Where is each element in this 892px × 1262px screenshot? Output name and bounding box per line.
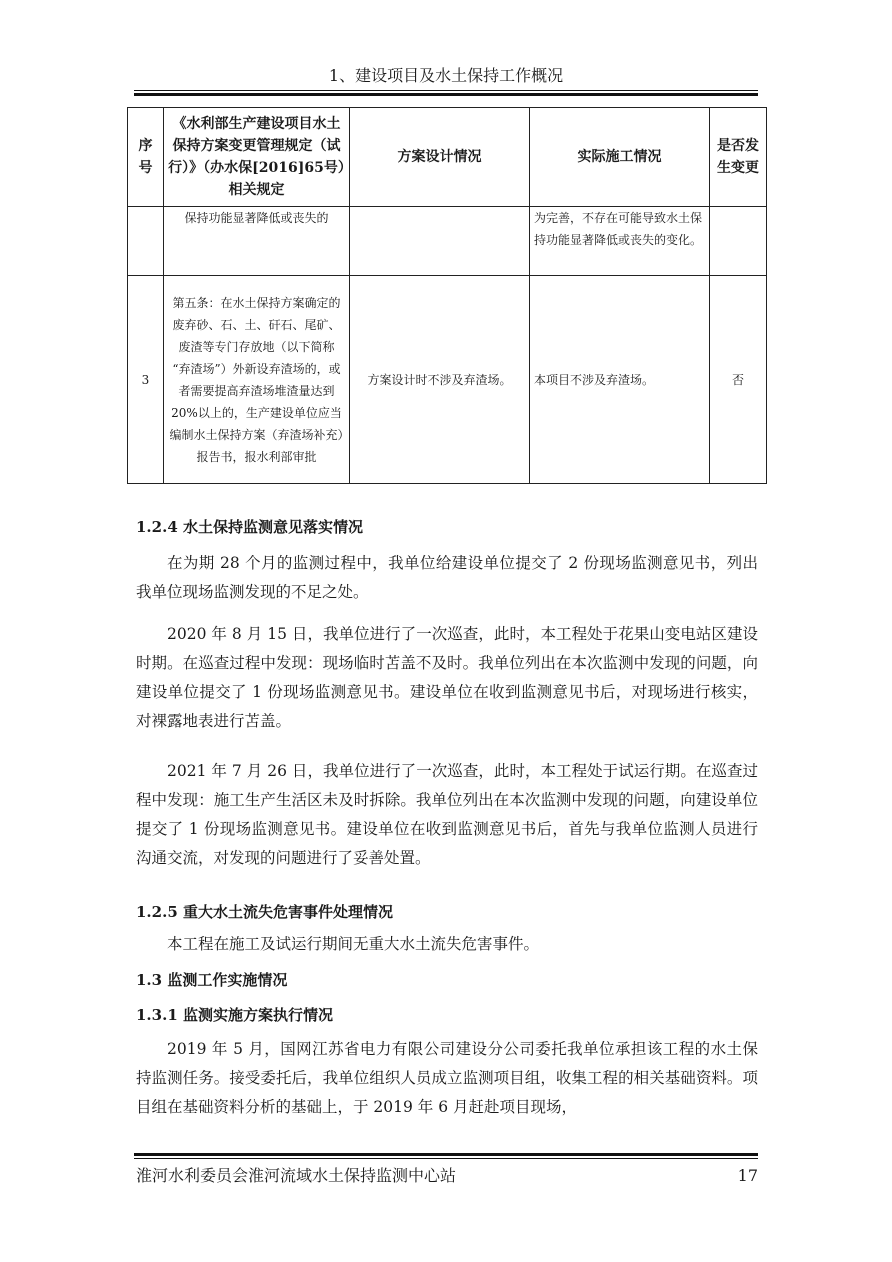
section-heading-1-2-4: 1.2.4 水土保持监测意见落实情况: [136, 518, 363, 536]
footer-organization: 淮河水利委员会淮河流域水土保持监测中心站: [136, 1166, 457, 1185]
paragraph: 2021 年 7 月 26 日，我单位进行了一次巡查，此时，本工程处于试运行期。在巡查过程中发现：施工生产生活区未及时拆除。我单位列出在本次监测中发现的问题，向建设单位提交了 1 份现场监测意见书。建设单位在收到监测意见书后，首先与我单位监测人员进行沟通交流，对发现的问题进行了妥善处置。: [136, 762, 758, 867]
header-rule: 《水利部生产建设项目水土保持方案变更管理规定（试行）》（办水保[2016]65号）相关规定: [164, 108, 350, 207]
header-no: 序号: [128, 108, 164, 207]
header-rule-thin: [134, 90, 758, 91]
section-heading-1-3-1: 1.3.1 监测实施方案执行情况: [136, 1006, 333, 1024]
cell-actual: 为完善，不存在可能导致水土保持功能显著降低或丧失的变化。: [530, 207, 710, 276]
cell-actual: 本项目不涉及弃渣场。: [530, 276, 710, 484]
change-regulation-table: [127, 107, 767, 484]
footer-rule-thick: [134, 1153, 758, 1156]
header-rule-thick: [134, 93, 758, 96]
header-design: 方案设计情况: [350, 108, 530, 207]
paragraph: 2019 年 5 月，国网江苏省电力有限公司建设分公司委托我单位承担该工程的水土保持监测任务。接受委托后，我单位组织人员成立监测项目组，收集工程的相关基础资料。项目组在基础资料分析的基础上，于 2019 年 6 月赶赴项目现场，: [136, 1040, 758, 1116]
table-header-row: [128, 108, 767, 207]
section-heading-1-2-5: 1.2.5 重大水土流失危害事件处理情况: [136, 903, 393, 921]
section-heading-1-3: 1.3 监测工作实施情况: [136, 971, 288, 989]
cell-design: 方案设计时不涉及弃渣场。: [350, 276, 530, 484]
paragraph: 本工程在施工及试运行期间无重大水土流失危害事件。: [167, 935, 540, 953]
header-actual: 实际施工情况: [530, 108, 710, 207]
cell-changed: [710, 207, 767, 276]
running-header: 1、建设项目及水土保持工作概况: [328, 66, 564, 85]
page-number: 17: [737, 1166, 758, 1185]
cell-rule: 保持功能显著降低或丧失的: [164, 207, 350, 276]
cell-design: [350, 207, 530, 276]
header-changed: 是否发生变更: [710, 108, 767, 207]
table-row: [128, 276, 767, 484]
cell-no: 3: [128, 276, 164, 484]
cell-rule: 第五条：在水土保持方案确定的废弃砂、石、土、矸石、尾矿、废渣等专门存放地（以下简称 “弃渣场”）外新设弃渣场的，或者需要提高弃渣场堆渣量达到20%以上的，生产建设单位应当编制水土保持方案（弃渣场补充）报告书，报水利部审批: [164, 276, 350, 484]
cell-no: [128, 207, 164, 276]
footer-rule-thin: [134, 1158, 758, 1159]
paragraph: 在为期 28 个月的监测过程中，我单位给建设单位提交了 2 份现场监测意见书，列出我单位现场监测发现的不足之处。: [136, 554, 758, 601]
cell-changed: 否: [710, 276, 767, 484]
table-row: [128, 207, 767, 276]
paragraph: 2020 年 8 月 15 日，我单位进行了一次巡查，此时，本工程处于花果山变电站区建设时期。在巡查过程中发现：现场临时苫盖不及时。我单位列出在本次监测中发现的问题，向建设单位提交了 1 份现场监测意见书。建设单位在收到监测意见书后，对现场进行核实，对裸露地表进行苫盖。: [136, 625, 758, 730]
